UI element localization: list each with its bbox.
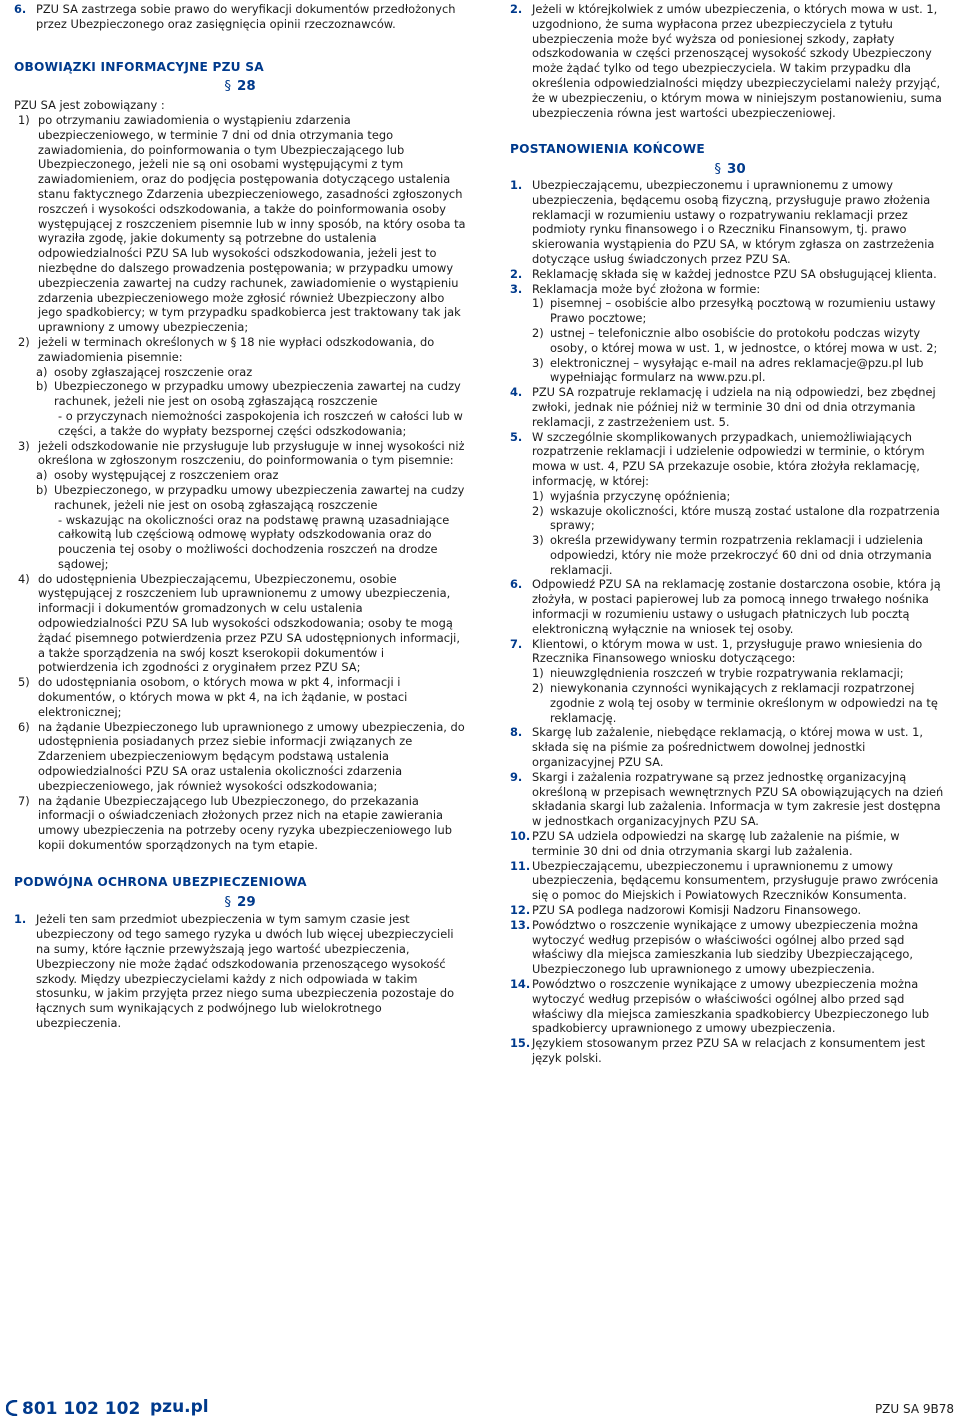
item-text: na żądanie Ubezpieczonego lub uprawnionego z umowy ubezpieczenia, do udostępnienia posiadanych przez siebie informacji związanych ze Zdarzeniem ubezpieczeniowym będącym podstawą ustalenia odpowiedzialności PZU SA oraz ustalenia okoliczności zdarzenia ubezpieczeniowego, jak również wysokości odszkodowania; <box>38 719 465 793</box>
final-clause-1 <box>510 178 950 267</box>
obligation-2 <box>18 335 466 365</box>
clause-number: 4. <box>510 385 523 400</box>
item-number: 4) <box>18 571 30 586</box>
item-number: 3) <box>532 533 544 548</box>
final-clause-12 <box>510 903 950 918</box>
clause-text: PZU SA udziela odpowiedzi na skargę lub zażalenie na piśmie, w terminie 30 dni od dnia otrzymania skargi lub zażalenia. <box>532 829 900 858</box>
item-text: Ubezpieczonego w przypadku umowy ubezpieczenia zawartej na cudzy rachunek, jeżeli nie jest on osobą zgłaszającą roszczenie <box>54 379 461 409</box>
final-clause-3-1 <box>532 296 950 326</box>
item-letter: b) <box>36 379 48 394</box>
final-clause-5-1 <box>532 489 950 504</box>
final-clause-9 <box>510 770 950 829</box>
phone-icon <box>6 1400 18 1417</box>
hotline[interactable] <box>6 1400 140 1417</box>
paragraph-number: 28 <box>237 79 256 95</box>
clause-number: 5. <box>510 429 523 444</box>
obligation-1 <box>18 113 466 335</box>
clause-text: PZU SA rozpatruje reklamację i udziela na nią odpowiedzi, bez zbędnej zwłoki, jednak nie później niż w terminie 30 dni od dnia otrzymania reklamacji, z zastrzeżeniem ust. 5. <box>532 385 936 429</box>
double-clause-2 <box>510 2 950 120</box>
clause-text: Ubezpieczającemu, ubezpieczonemu i uprawnionemu z umowy ubezpieczenia, będącemu osobą fizyczną, przysługuje prawo złożenia reklamacji w rozumieniu ustawy o rozpatrywaniu reklamacji przez podmioty rynku finansowego i o Rzeczniku Finansowym, tj. prawo skierowania wystąpienia do PZU SA, w którym zgłasza on zastrzeżenia dotyczące usług świadczonych przez PZU SA. <box>532 177 935 266</box>
final-clause-10 <box>510 829 950 859</box>
final-clause-8 <box>510 725 950 769</box>
item-number: 6) <box>18 719 30 734</box>
item-text: niewykonania czynności wynikających z reklamacji rozpatrzonej zgodnie z wolą tej osoby w terminie określonym w odpowiedzi na tę reklamację. <box>550 681 938 725</box>
page-footer <box>0 1398 960 1422</box>
document-code: PZU SA 9B78 <box>874 1402 954 1416</box>
item-number: 2) <box>532 503 544 518</box>
obligation-6 <box>18 720 466 794</box>
final-clause-2 <box>510 267 950 282</box>
item-text: określa przewidywany termin rozpatrzenia reklamacji i udzielenia odpowiedzi, który nie może przekroczyć 60 dni od dnia otrzymania reklamacji. <box>550 533 932 577</box>
item-letter: a) <box>36 364 48 379</box>
item-text: osoby występującej z roszczeniem oraz <box>54 468 279 483</box>
item-text: wskazuje okoliczności, które muszą zostać ustalone dla rozpatrzenia sprawy; <box>550 503 940 533</box>
left-column <box>14 2 466 1031</box>
final-clause-7 <box>510 637 950 667</box>
clause-number: 13. <box>510 917 531 932</box>
item-number: 1) <box>532 488 544 503</box>
paragraph-29 <box>14 896 466 911</box>
clause-text: PZU SA zastrzega sobie prawo do weryfikacji dokumentów przedłożonych przez Ubezpieczonego oraz zasięgnięcia opinii rzeczoznawców. <box>36 2 456 31</box>
item-text: jeżeli odszkodowanie nie przysługuje lub przysługuje w innej wysokości niż określona w zgłoszonym roszczeniu, do poinformowania o tym pisemnie: <box>38 438 465 468</box>
clause-text: Reklamacja może być złożona w formie: <box>532 281 761 296</box>
clause-number: 15. <box>510 1036 531 1051</box>
item-text: ustnej – telefonicznie albo osobiście do protokołu podczas wizyty osoby, o której mowa w ust. 1, w jednostce, o której mowa w ust. 2; <box>550 325 938 355</box>
heading-double-protection: PODWÓJNA OCHRONA UBEZPIECZENIOWA <box>14 874 307 889</box>
final-clause-6 <box>510 577 950 636</box>
item-text: pisemnej – osobiście albo przesyłką pocztową w rozumieniu ustawy Prawo pocztowe; <box>550 296 936 326</box>
item-number: 5) <box>18 675 30 690</box>
obligation-3 <box>18 439 466 469</box>
clause-number: 14. <box>510 977 531 991</box>
intro-text: PZU SA jest zobowiązany : <box>14 98 165 113</box>
clause-number: 3. <box>510 281 523 296</box>
clause-number: 6. <box>14 2 27 16</box>
obligation-5 <box>18 675 466 719</box>
clause-text: W szczególnie skomplikowanych przypadkach, uniemożliwiających rozpatrzenie reklamacji i udzielenie odpowiedzi w terminie, o którym mowa w ust. 4, PZU SA przekazuje osobie, która złożyła reklamację, informację, w której: <box>532 429 925 488</box>
clause-number: 1. <box>510 177 523 192</box>
item-text: jeżeli w terminach określonych w § 18 nie wypłaci odszkodowania, do zawiadomienia pisemnie: <box>38 334 435 364</box>
clause-number: 9. <box>510 769 523 784</box>
item-number: 2) <box>18 334 30 349</box>
final-clause-3-2 <box>532 326 950 356</box>
item-text: nieuwzględnienia roszczeń w trybie rozpatrywania reklamacji; <box>550 666 904 681</box>
right-column <box>510 2 950 1066</box>
final-clause-11 <box>510 859 950 903</box>
clause-text: Reklamację składa się w każdej jednostce PZU SA obsługującej klienta. <box>532 266 937 281</box>
final-clause-5 <box>510 430 950 489</box>
final-clause-3-3 <box>532 356 950 386</box>
phone-number: 801 102 102 <box>22 1399 141 1419</box>
item-number: 2) <box>532 325 544 340</box>
clause-text: Odpowiedź PZU SA na reklamację zostanie dostarczona osobie, która ją złożyła, w postaci papierowej lub za pomocą innego trwałego nośnika informacji w rozumieniu ustawy o usługach płatniczych lub pocztą elektroniczną wyłącznie na wniosek tej osoby. <box>532 577 941 636</box>
clause-number: 2. <box>510 2 523 16</box>
item-number: 2) <box>532 681 544 696</box>
final-clause-7-2 <box>532 681 950 725</box>
double-clause-1 <box>14 912 466 1030</box>
item-number: 7) <box>18 793 30 808</box>
clause-text: Skargi i zażalenia rozpatrywane są przez jednostkę organizacyjną określoną w przepisach wewnętrznych PZU SA obowiązujących na dzień składania skargi lub zażalenia. Informacja w tym zakresie jest dostępna w jednostkach organizacyjnych PZU SA. <box>532 769 944 829</box>
section-sign: § <box>714 162 722 178</box>
item-number: 3) <box>18 438 30 453</box>
clause-number: 8. <box>510 725 523 740</box>
obligation-3b <box>36 483 466 513</box>
item-text: elektronicznej – wysyłając e-mail na adres reklamacje@pzu.pl lub wypełniając formularz na www.pzu.pl. <box>550 355 924 385</box>
clause-number: 12. <box>510 903 531 918</box>
clause-text: Powództwo o roszczenie wynikające z umowy ubezpieczenia można wytoczyć według przepisów o właściwości ogólnej albo przed sąd właściwy dla miejsca zamieszkania lub siedziby Ubezpieczającego, Ubezpieczonego lub uprawnionego z umowy ubezpieczenia. <box>532 917 919 977</box>
heading-info-obligations: OBOWIĄZKI INFORMACYJNE PZU SA <box>14 59 264 74</box>
item-number: 1) <box>532 666 544 681</box>
clause-number: 11. <box>510 858 531 873</box>
final-clause-4 <box>510 385 950 429</box>
clause-number: 6. <box>510 577 523 592</box>
obligation-2a <box>36 365 466 380</box>
clause-number: 7. <box>510 636 523 651</box>
obligation-7 <box>18 794 466 853</box>
paragraph-28 <box>14 80 466 95</box>
obligation-2b <box>36 379 466 409</box>
obligation-2-dash: - o przyczynach niemożności zaspokojenia ich roszczeń w całości lub w części, a także do wypłaty bezspornej części odszkodowania; <box>58 408 463 438</box>
item-number: 1) <box>532 296 544 311</box>
section-sign: § <box>224 79 232 95</box>
clause-number: 2. <box>510 266 523 281</box>
clause-text: Jeżeli w którejkolwiek z umów ubezpieczenia, o których mowa w ust. 1, uzgodniono, że suma wypłacona przez ubezpieczyciela z tytułu ubezpieczenia może być wyższa od poniesionej szkody, zapłaty odszkodowania w części przenoszącej wysokość szkody Ubezpieczony może żądać tylko od tego ubezpieczyciela. W takim przypadku dla określenia odpowiedzialności między ubezpieczycielami należy przyjąć, że w ubezpieczeniu, o którym mowa w niniejszym postanowieniu, suma ubezpieczenia równa jest wartości ubezpieczeniowej. <box>532 2 942 120</box>
final-clause-7-1 <box>532 666 950 681</box>
final-clause-3 <box>510 282 950 297</box>
heading-final-provisions: POSTANOWIENIA KOŃCOWE <box>510 142 705 157</box>
final-clause-15 <box>510 1036 950 1066</box>
final-clause-5-3 <box>532 533 950 577</box>
paragraph-30 <box>510 163 950 178</box>
obligation-3a <box>36 468 466 483</box>
item-text: osoby zgłaszającej roszczenie oraz <box>54 364 253 379</box>
section-sign: § <box>224 894 232 910</box>
item-letter: a) <box>36 468 48 483</box>
item-text: do udostępnienia Ubezpieczającemu, Ubezpieczonemu, osobie występującej z roszczeniem lub uprawnionemu z umowy ubezpieczenia, informacji i dokumentów gromadzonych w celu ustalenia odpowiedzialności PZU SA lub wysokości odszkodowania; osoby te mogą żądać pisemnego potwierdzenia przez PZU SA udostępnionych informacji, a także sporządzenia na swój koszt kserokopii dokumentów i potwierdzenia ich zgodności z oryginałem przez PZU SA; <box>38 571 460 675</box>
item-text: wyjaśnia przyczynę opóźnienia; <box>550 488 731 503</box>
item-text: na żądanie Ubezpieczającego lub Ubezpieczonego, do przekazania informacji o oświadczeniach złożonych przez nich na etapie zawierania umowy ubezpieczenia na potrzeby oceny ryzyka ubezpieczeniowego lub kopii dokumentów sporządzonych na tym etapie. <box>38 793 452 853</box>
final-clause-14 <box>510 977 950 1036</box>
clause-text: PZU SA podlega nadzorowi Komisji Nadzoru Finansowego. <box>532 903 862 918</box>
paragraph-number: 30 <box>727 162 746 178</box>
website-link[interactable]: pzu.pl <box>150 1397 209 1417</box>
clause-text: Skargę lub zażalenie, niebędące reklamacją, o której mowa w ust. 1, składa się na piśmie za pośrednictwem dowolnej jednostki organizacyjnej PZU SA. <box>532 725 924 770</box>
clause-number: 10. <box>510 829 531 844</box>
item-letter: b) <box>36 482 48 497</box>
obligation-3-dash: - wskazując na okoliczności oraz na podstawę prawną uzasadniające całkowitą lub częściową odmowę wypłaty odszkodowania oraz do pouczenia tej osoby o możliwości dochodzenia roszczeń na drodze sądowej; <box>58 512 450 571</box>
final-clause-13 <box>510 918 950 977</box>
clause-text: Ubezpieczającemu, ubezpieczonemu i uprawnionemu z umowy ubezpieczenia, będącemu konsumentem, przysługuje prawo zwrócenia się o pomoc do Miejskich i Powiatowych Rzeczników Konsumenta. <box>532 858 939 903</box>
obligation-4 <box>18 572 466 676</box>
clause-text: Językiem stosowanym przez PZU SA w relacjach z konsumentem jest język polski. <box>532 1036 926 1065</box>
item-number: 1) <box>18 112 30 127</box>
final-clause-5-2 <box>532 504 950 534</box>
clause-number: 1. <box>14 912 27 927</box>
clause-text: Powództwo o roszczenie wynikające z umowy ubezpieczenia można wytoczyć według przepisów o właściwości ogólnej albo przed sąd właściwy dla miejsca zamieszkania spadkobiercy Ubezpieczonego lub spadkobiercy uprawnionego z umowy ubezpieczenia. <box>532 977 930 1036</box>
item-text: do udostępniania osobom, o których mowa w pkt 4, informacji i dokumentów, o których mowa w pkt 4, na ich żądanie, w postaci elektronicznej; <box>38 675 408 719</box>
item-number: 3) <box>532 355 544 370</box>
clause-text: Jeżeli ten sam przedmiot ubezpieczenia w tym samym czasie jest ubezpieczony od tego samego ryzyka u dwóch lub więcej ubezpieczycieli na sumy, które łącznie przewyższają jego wartość ubezpieczenia, Ubezpieczony nie może żądać odszkodowania przenoszącego wysokość szkody. Między ubezpieczycielami każdy z nich odpowiada w takim stosunku, w jakim przyjęta przez niego suma ubezpieczenia pozostaje do łącznych sum wynikających z podwójnego lub wielokrotnego ubezpieczenia. <box>36 912 455 1030</box>
item-text: Ubezpieczonego, w przypadku umowy ubezpieczenia zawartej na cudzy rachunek, jeżeli nie jest on osobą zgłaszającą roszczenie <box>54 482 465 512</box>
clause-text: Klientowi, o którym mowa w ust. 1, przysługuje prawo wniesienia do Rzecznika Finansowego wniosku dotyczącego: <box>532 636 923 666</box>
item-text: po otrzymaniu zawiadomienia o wystąpieniu zdarzenia ubezpieczeniowego, w terminie 7 dni od dnia otrzymania tego zawiadomienia, do poinformowania o tym Ubezpieczającego lub Ubezpieczonego, jeżeli nie są oni osobami występującymi z tym zawiadomieniem, oraz do podjęcia postępowania dotyczącego ustalenia stanu faktycznego Zdarzenia ubezpieczeniowego, zasadności zgłoszonych roszczeń i wysokości odszkodowania, a także do poinformowania osoby występującej z roszczeniem pisemnie lub w inny sposób, na który osoba ta wyraziła zgodę, jakie dokumenty są potrzebne do ustalenia odpowiedzialności PZU SA lub wysokości odszkodowania, jeżeli jest to niezbędne do dalszego prowadzenia postępowania; w przypadku umowy ubezpieczenia zawartej na cudzy rachunek, zawiadomienie o wystąpieniu zdarzenia ubezpieczeniowego może zgłosić również Ubezpieczony albo jego spadkobiercy; w tym przypadku spadkobierca jest traktowany tak jak uprawniony z umowy ubezpieczenia; <box>38 112 466 335</box>
paragraph-number: 29 <box>237 894 256 910</box>
clause-6 <box>14 2 466 32</box>
